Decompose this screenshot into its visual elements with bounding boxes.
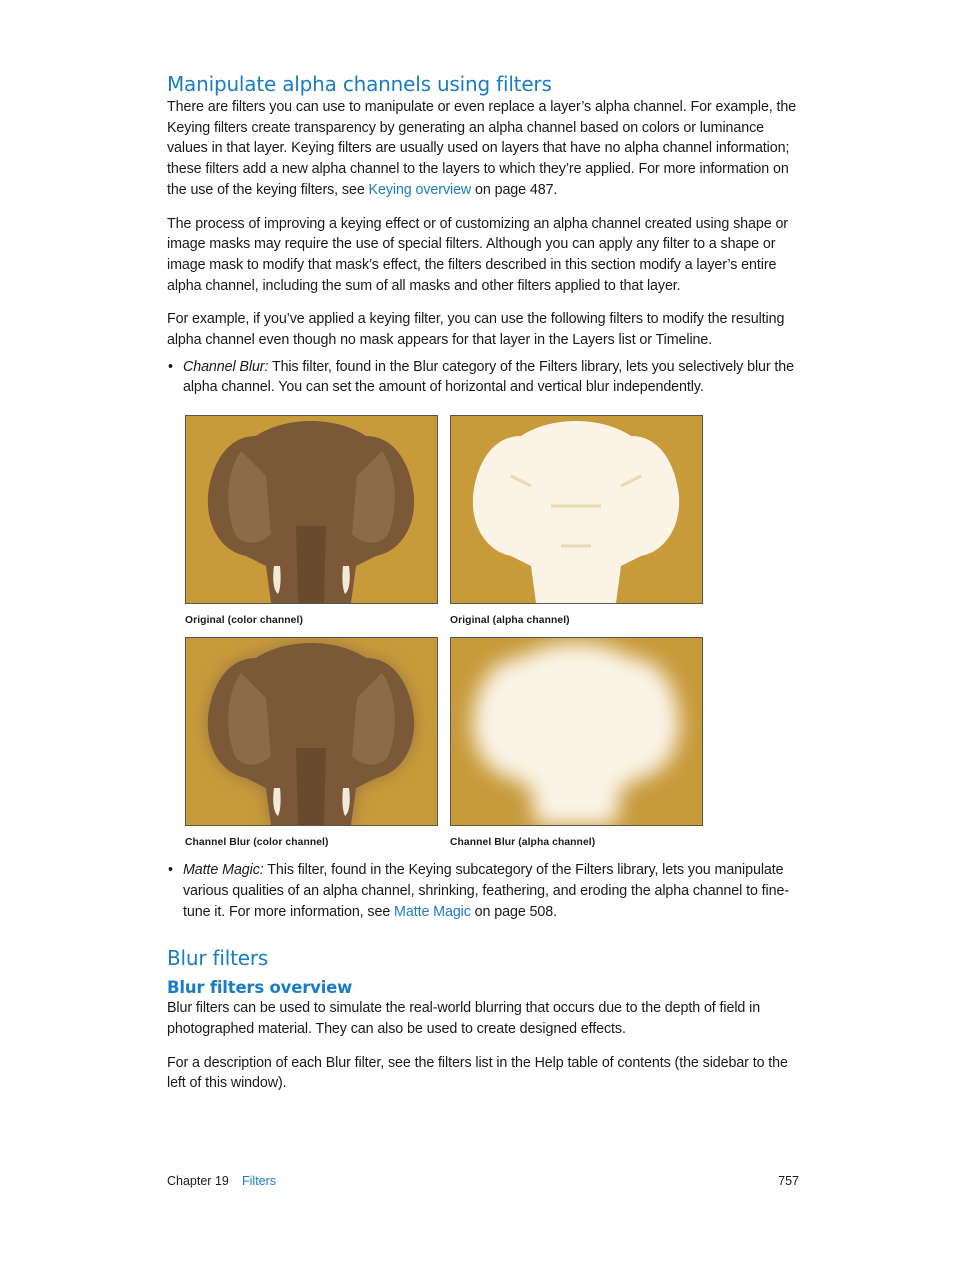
matte-magic-after: on page 508. [470, 903, 557, 920]
footer-chapter-link[interactable]: Filters [242, 1174, 277, 1188]
figure-caption: Channel Blur (color channel) [185, 837, 329, 849]
paragraph-intro-after: on page 487. [471, 181, 558, 198]
figure-row-blurred [185, 637, 705, 859]
paragraph-process: The process of improving a keying effect or of customizing an alpha channel created using shape or image masks may require the use of special filters. Although you can apply any filter to a shape or image mask to modify that mask’s effect, the filters described in this section modify a layer’s entire alpha channel, including the sum of all masks and other filters applied to that layer. [167, 215, 788, 294]
paragraph-intro-text: There are filters you can use to manipulate or even replace a layer’s alpha channel. For example, the Keying filters create transparency by generating an alpha channel based on colors or luminance values in that layer. Keying filters are usually used on layers that have no alpha channel information; these filters add a new alpha channel to the layers to which they’re applied. For more information on the use of the keying filters, see [167, 99, 797, 198]
elephant-alpha-image [450, 415, 703, 604]
paragraph-blur-intro: Blur filters can be used to simulate the real-world blurring that occurs due to the depth of field in photographed material. They can also be used to create designed effects. [167, 1000, 761, 1037]
figure-cell [185, 415, 438, 637]
figure-caption: Original (color channel) [185, 615, 303, 627]
elephant-blur-alpha-graphic [451, 638, 702, 825]
figure-cell [450, 637, 703, 859]
page-content [167, 72, 799, 1107]
elephant-blur-color-image [185, 637, 438, 826]
section-title-blur-filters: Blur filters [167, 946, 269, 971]
elephant-blur-alpha-image [450, 637, 703, 826]
channel-blur-figure [185, 415, 705, 859]
matte-magic-link[interactable]: Matte Magic [394, 903, 471, 920]
channel-blur-description: This filter, found in the Blur category of the Filters library, lets you selectively blur the alpha channel. You can set the amount of horizontal and vertical blur independently. [183, 358, 794, 396]
figure-cell [450, 415, 703, 637]
list-item-matte-magic [167, 860, 799, 922]
keying-overview-link[interactable]: Keying overview [368, 181, 472, 198]
paragraph-example: For example, if you’ve applied a keying filter, you can use the following filters to modify the resulting alpha channel even though no mask appears for that layer in the Layers list or Timeline. [167, 311, 785, 349]
subsection-title-blur-overview: Blur filters overview [167, 978, 353, 998]
channel-blur-term: Channel Blur: [183, 358, 269, 375]
bullet-icon: • [168, 862, 173, 879]
bullet-icon: • [168, 358, 173, 375]
filter-list-1 [167, 357, 799, 398]
figure-caption: Original (alpha channel) [450, 615, 570, 627]
section-title-alpha-channels: Manipulate alpha channels using filters [167, 72, 552, 96]
elephant-color-graphic [186, 416, 437, 603]
paragraph-blur-description: For a description of each Blur filter, see the filters list in the Help table of contents (the sidebar to the left of this window). [167, 1054, 788, 1092]
paragraph-intro [167, 97, 799, 201]
matte-magic-description: This filter, found in the Keying subcategory of the Filters library, lets you manipulate various qualities of an alpha channel, shrinking, feathering, and eroding the alpha channel to fine-tune it. For more information, see [183, 862, 789, 920]
figure-caption: Channel Blur (alpha channel) [450, 837, 596, 849]
elephant-blur-color-graphic [186, 638, 437, 825]
matte-magic-term: Matte Magic: [183, 862, 264, 879]
figure-row-original [185, 415, 705, 637]
footer-page-number: 757 [778, 1174, 799, 1188]
list-item-channel-blur [167, 357, 799, 398]
figure-cell [185, 637, 438, 859]
elephant-color-image [185, 415, 438, 604]
filter-list-2 [167, 860, 799, 922]
elephant-alpha-graphic [451, 416, 702, 603]
footer-chapter: Chapter 19 [167, 1174, 229, 1188]
